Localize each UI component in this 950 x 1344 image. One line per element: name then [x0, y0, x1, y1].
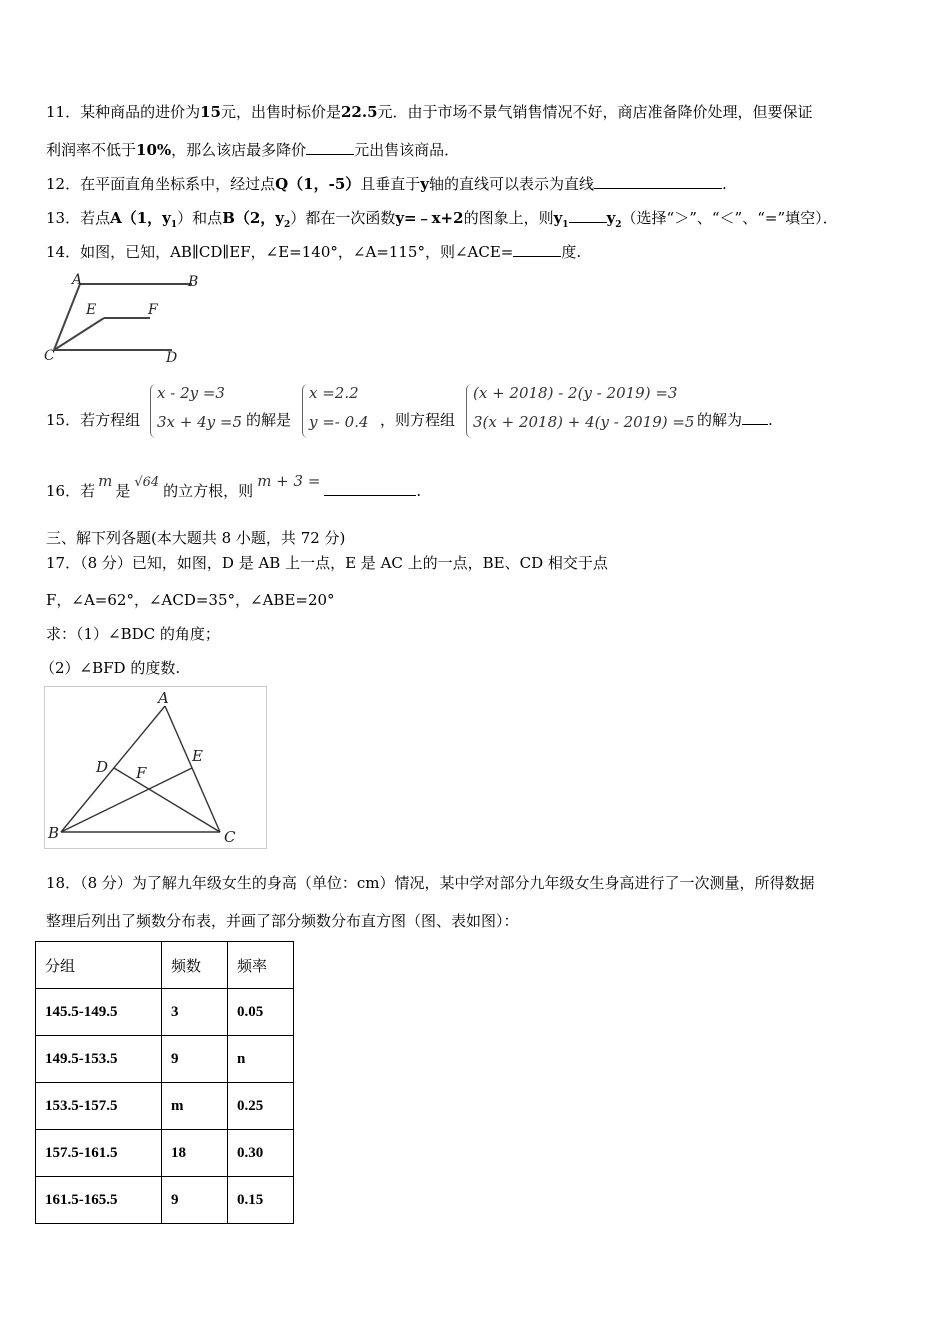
q14-line: 14．如图，已知，AB∥CD∥EF，∠E=140°，∠A=115°，则∠ACE= 度. — [46, 243, 582, 261]
label-C: C — [44, 348, 55, 364]
q18-line1: 18．（8 分）为了解九年级女生的身高（单位：cm）情况，某中学对部分九年级女生身高进行了一次测量，所得数据 — [46, 874, 815, 892]
label-D: D — [166, 350, 178, 366]
q15-solution: x =2.2 y =- 0.4 — [302, 384, 383, 438]
table-cell: 0.30 — [228, 1130, 294, 1177]
table-cell: 145.5-149.5 — [36, 989, 162, 1036]
q16-line: 16．若m是 √64 的立方根，则m + 3 =. — [46, 472, 422, 500]
table-cell: 3 — [162, 989, 228, 1036]
label-E: E — [86, 302, 97, 318]
q15-text-d: 的解为 . — [697, 411, 773, 429]
label-A: A — [158, 689, 169, 707]
label-A: A — [72, 272, 83, 288]
table-cell: 149.5-153.5 — [36, 1036, 162, 1083]
q15-system2: (x + 2018) - 2(y - 2019) =3 3(x + 2018) + 4(y - 2019) =5 — [466, 384, 697, 438]
q11-line2: 利润率不低于10%，那么该店最多降价 元出售该商品． — [46, 141, 460, 159]
label-F: F — [148, 302, 158, 318]
q18-line2: 整理后列出了频数分布表，并画了部分频数分布直方图（图、表如图）： — [46, 912, 519, 930]
header-frequency-count: 频数 — [162, 942, 228, 989]
header-group: 分组 — [36, 942, 162, 989]
label-F: F — [136, 764, 147, 782]
answer-blank[interactable] — [513, 242, 561, 257]
table-cell: 157.5-161.5 — [36, 1130, 162, 1177]
table-cell: 9 — [162, 1177, 228, 1224]
answer-blank[interactable] — [569, 208, 607, 223]
q14-figure — [42, 270, 202, 366]
table-cell: 0.05 — [228, 989, 294, 1036]
table-cell: n — [228, 1036, 294, 1083]
table-row — [36, 1177, 294, 1224]
label-D: D — [96, 758, 109, 776]
q15-text-c: ，则方程组 — [380, 411, 456, 429]
sqrt-64: √64 — [134, 475, 160, 490]
answer-blank[interactable] — [742, 410, 768, 425]
table-cell: m — [162, 1083, 228, 1130]
table-cell: 0.25 — [228, 1083, 294, 1130]
frequency-table — [35, 941, 294, 1224]
q11-line1: 11．某种商品的进价为15元，出售时标价是22.5元．由于市场不景气销售情况不好，商店准备降价处理，但要保证 — [46, 103, 813, 121]
header-frequency-rate: 频率 — [228, 942, 294, 989]
label-C: C — [224, 828, 236, 846]
answer-blank[interactable] — [594, 174, 722, 189]
table-header-row — [36, 942, 294, 989]
q15-system1: x - 2y =3 3x + 4y =5 — [150, 384, 246, 438]
table-cell: 161.5-165.5 — [36, 1177, 162, 1224]
section-title: 三、解下列各题(本大题共 8 小题，共 72 分) — [46, 529, 346, 547]
label-B: B — [48, 824, 60, 842]
table-row — [36, 1130, 294, 1177]
label-E: E — [192, 747, 203, 765]
q12-line: 12．在平面直角坐标系中，经过点Q（1，-5）且垂直于y轴的直线可以表示为直线 . — [46, 175, 727, 193]
q17-line4: （2）∠BFD 的度数. — [40, 659, 181, 677]
table-cell: 153.5-157.5 — [36, 1083, 162, 1130]
table-row — [36, 1083, 294, 1130]
table-cell: 0.15 — [228, 1177, 294, 1224]
table-cell: 18 — [162, 1130, 228, 1177]
table-row — [36, 1036, 294, 1083]
q13-line: 13．若点A（1，$y_1$）和点B（2，$y_2$）都在一次函数y=﹣x+2的图象上，则$y_1$ $y_2$（选择“＞”、“＜”、“=”填空）． — [46, 209, 838, 230]
q17-triangle-figure — [44, 686, 268, 851]
table-row — [36, 989, 294, 1036]
q15-prefix: 15．若方程组 — [46, 411, 141, 429]
q17-line1: 17．（8 分）已知，如图，D 是 AB 上一点，E 是 AC 上的一点，BE、CD 相交于点 — [46, 554, 608, 572]
label-B: B — [188, 274, 199, 290]
answer-blank[interactable] — [324, 481, 416, 496]
table-cell: 9 — [162, 1036, 228, 1083]
q17-line3: 求：（1）∠BDC 的角度； — [46, 625, 220, 643]
q15-text-b: 的解是 — [246, 411, 292, 429]
answer-blank[interactable] — [306, 140, 354, 155]
q17-line2: F，∠A=62°，∠ACD=35°，∠ABE=20° — [46, 591, 335, 609]
